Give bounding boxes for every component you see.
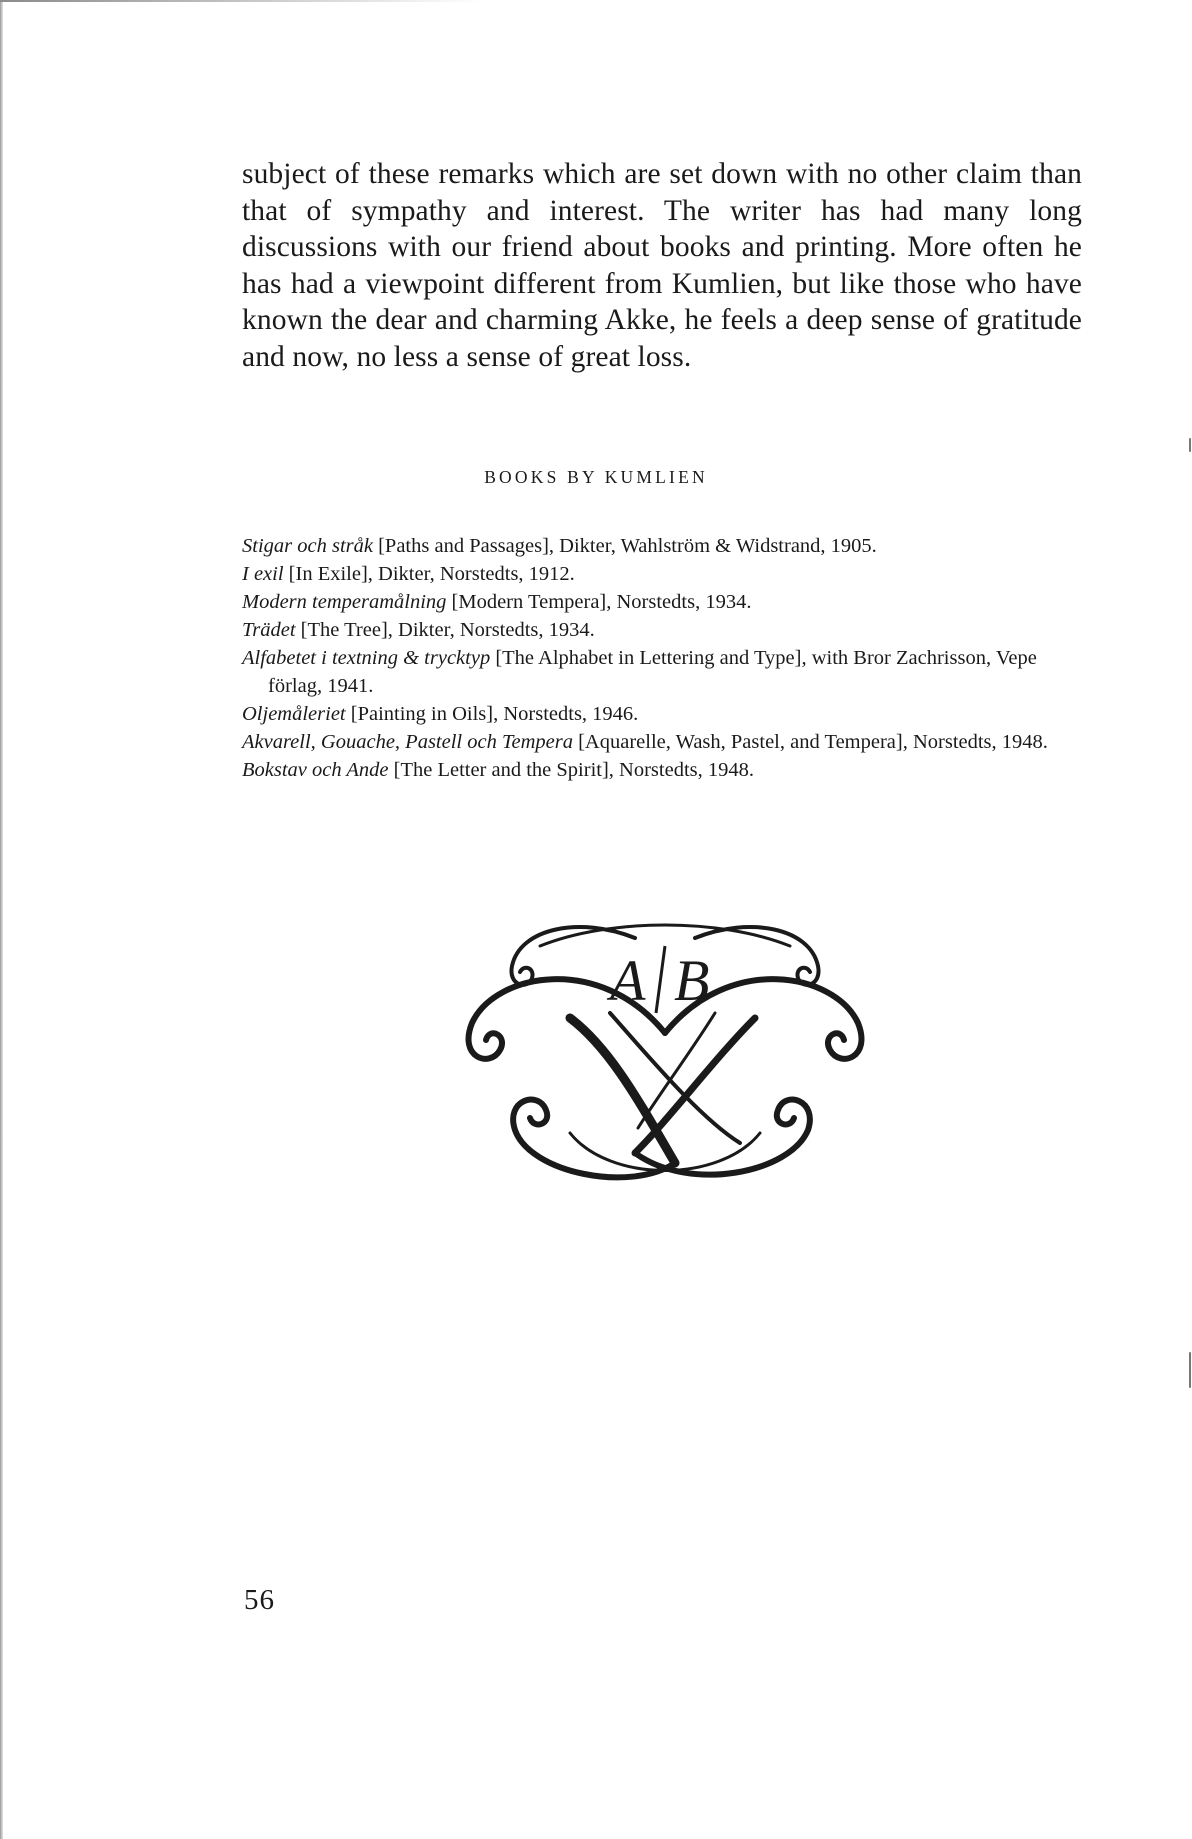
book-details: [Modern Tempera], Norstedts, 1934. <box>446 591 752 613</box>
book-details: [The Tree], Dikter, Norstedts, 1934. <box>295 619 595 641</box>
page-edge-mark <box>1189 1352 1191 1388</box>
book-details: [The Letter and the Spirit], Norstedts, 1948. <box>388 759 754 781</box>
page-number: 56 <box>244 1584 275 1616</box>
book-entry <box>242 560 1092 588</box>
book-title: Trädet <box>242 619 296 641</box>
book-entry <box>242 588 1092 616</box>
book-entry <box>242 756 1092 784</box>
book-entry <box>242 616 1092 644</box>
page-left-edge <box>0 0 3 1839</box>
book-list <box>242 532 1092 784</box>
book-title: Stigar och stråk <box>242 535 373 557</box>
book-entry <box>242 728 1092 756</box>
monogram-letter-b: B <box>674 948 710 1013</box>
monogram-ornament <box>460 918 870 1182</box>
book-details: [In Exile], Dikter, Norstedts, 1912. <box>283 563 575 585</box>
book-title: I exil <box>242 563 284 585</box>
book-details: [Aquarelle, Wash, Pastel, and Tempera], Norstedts, 1948. <box>572 731 1048 753</box>
book-title: Alfabetet i textning & trycktyp <box>242 647 491 669</box>
book-details: [Paths and Passages], Dikter, Wahlström & Widstrand, 1905. <box>372 535 877 557</box>
monogram-letter-a: A <box>610 948 646 1013</box>
book-title: Bokstav och Ande <box>242 759 389 781</box>
book-title: Oljemåleriet <box>242 703 346 725</box>
book-title: Akvarell, Gouache, Pastell och Tempera <box>242 731 573 753</box>
section-heading: BOOKS BY KUMLIEN <box>484 467 708 487</box>
page-top-edge <box>0 0 480 2</box>
book-entry <box>242 644 1092 700</box>
intro-paragraph <box>242 156 1082 375</box>
intro-text: subject of these remarks which are set down with no other claim than that of sympathy and interest. The writer has had many long discussions with our friend about books and printing. More often he has had a viewpoint different from Kumlien, but like those who have known the dear and charming Akke, he feels a deep sense of gratitude and now, no less a sense of great loss. <box>242 158 1082 373</box>
book-title: Modern temperamålning <box>242 591 447 613</box>
book-entry <box>242 532 1092 560</box>
book-details: [Painting in Oils], Norstedts, 1946. <box>345 703 639 725</box>
page-edge-mark <box>1189 438 1191 452</box>
book-details: [The Alphabet in Lettering and Type], with Bror Zachrisson, Vepe förlag, 1941. <box>268 647 1037 697</box>
book-entry <box>242 700 1092 728</box>
